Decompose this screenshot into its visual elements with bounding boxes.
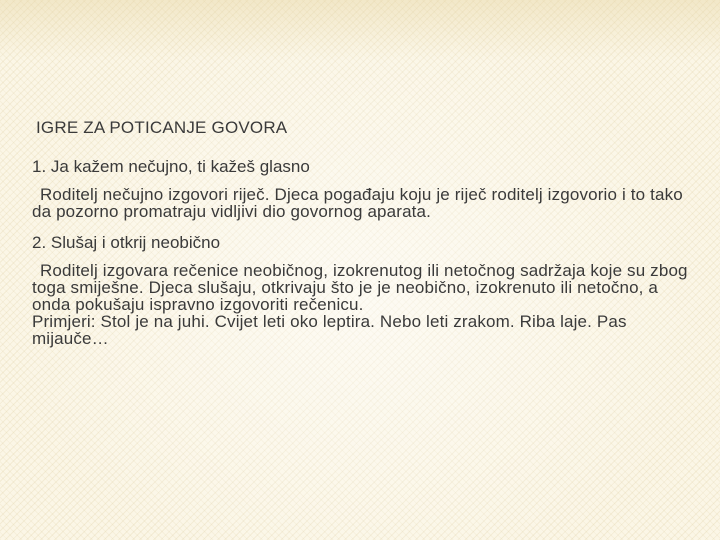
section-examples: Primjeri: Stol je na juhi. Cvijet leti oko leptira. Nebo leti zrakom. Riba laje. Pas mijauče… xyxy=(32,312,627,348)
section-heading: 1. Ja kažem nečujno, ti kažeš glasno xyxy=(32,157,310,176)
section-description: Roditelj izgovara rečenice neobičnog, izokrenutog ili netočnog sadržaja koje su zbog toga smiješne. Djeca slušaju, otkrivaju što je je neobično, izokrenuto ili netočno, a onda pokušaju ispravno izgovoriti rečenicu. xyxy=(32,261,688,314)
section-game-1 xyxy=(32,158,692,220)
top-decorative-band xyxy=(0,0,720,60)
slide-title: IGRE ZA POTICANJE GOVORA xyxy=(36,118,288,137)
section-description: Roditelj nečujno izgovori riječ. Djeca pogađaju koju je riječ roditelj izgovorio i to tako da pozorno promatraju vidljivi dio govornog aparata. xyxy=(32,185,683,221)
section-heading: 2. Slušaj i otkrij neobično xyxy=(32,233,221,252)
section-game-2 xyxy=(32,234,692,347)
slide-content xyxy=(32,118,692,357)
